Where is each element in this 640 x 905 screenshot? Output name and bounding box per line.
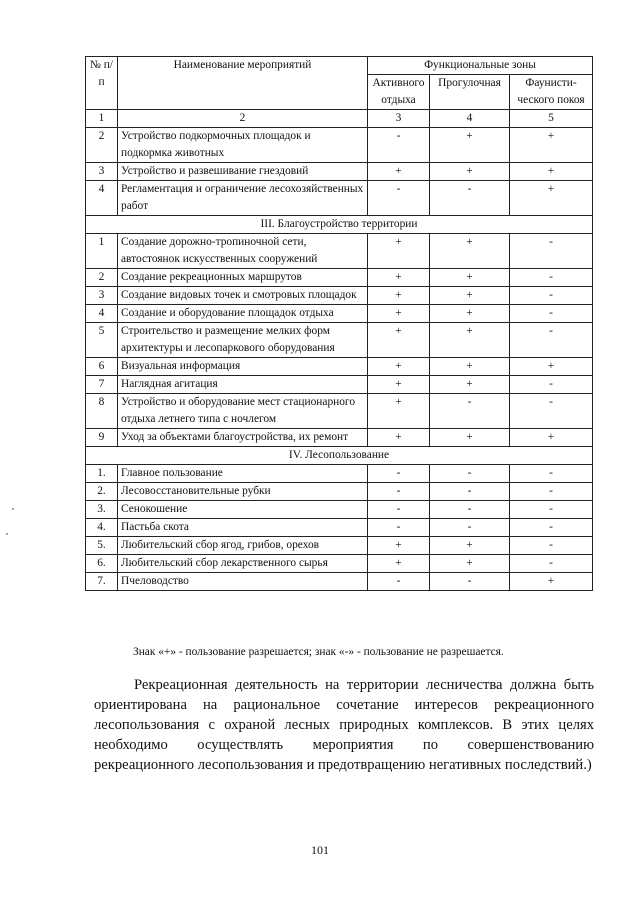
measure-name: Устройство и развешивание гнездовий — [118, 163, 368, 181]
zone-active-mark: + — [368, 429, 430, 447]
row-number: 4 — [86, 305, 118, 323]
row-number: 6. — [86, 555, 118, 573]
zone-fauna-mark: + — [510, 128, 593, 163]
zone-fauna-mark: - — [510, 519, 593, 537]
header-row-1 — [86, 57, 593, 75]
table-row — [86, 555, 593, 573]
zone-fauna-mark: - — [510, 376, 593, 394]
zone-active-mark: - — [368, 181, 430, 216]
header-zone-fauna: Фаунисти-ческого покоя — [510, 75, 593, 110]
zone-walking-mark: + — [430, 376, 510, 394]
zone-walking-mark: + — [430, 269, 510, 287]
index-cell: 3 — [368, 110, 430, 128]
zone-active-mark: + — [368, 234, 430, 269]
zone-fauna-mark: - — [510, 269, 593, 287]
zone-walking-mark: + — [430, 305, 510, 323]
zone-active-mark: + — [368, 376, 430, 394]
measure-name: Уход за объектами благоустройства, их ремонт — [118, 429, 368, 447]
zone-walking-mark: + — [430, 128, 510, 163]
zone-walking-mark: - — [430, 181, 510, 216]
table-row — [86, 376, 593, 394]
section-heading-improvement: III. Благоустройство территории — [86, 216, 593, 234]
measure-name: Строительство и размещение мелких форм архитектуры и лесопаркового оборудования — [118, 323, 368, 358]
row-number: 4 — [86, 181, 118, 216]
row-number: 8 — [86, 394, 118, 429]
zone-fauna-mark: - — [510, 394, 593, 429]
zone-active-mark: + — [368, 323, 430, 358]
measure-name: Наглядная агитация — [118, 376, 368, 394]
table-row — [86, 537, 593, 555]
zone-walking-mark: - — [430, 501, 510, 519]
row-number: 3 — [86, 287, 118, 305]
table-row — [86, 269, 593, 287]
table-row — [86, 234, 593, 269]
measure-name: Создание рекреационных маршрутов — [118, 269, 368, 287]
zone-fauna-mark: + — [510, 573, 593, 591]
table-row — [86, 358, 593, 376]
zone-fauna-mark: - — [510, 323, 593, 358]
zone-walking-mark: + — [430, 323, 510, 358]
measure-name: Пчеловодство — [118, 573, 368, 591]
zone-active-mark: + — [368, 305, 430, 323]
header-num: № п/п — [86, 57, 118, 110]
row-number: 5 — [86, 323, 118, 358]
row-number: 2 — [86, 128, 118, 163]
table-row — [86, 501, 593, 519]
measure-name: Создание дорожно-тропиночной сети, автостоянок искусственных сооружений — [118, 234, 368, 269]
table-row — [86, 323, 593, 358]
row-number: 6 — [86, 358, 118, 376]
index-cell: 4 — [430, 110, 510, 128]
zone-active-mark: + — [368, 394, 430, 429]
table-row — [86, 128, 593, 163]
measure-name: Создание и оборудование площадок отдыха — [118, 305, 368, 323]
zone-fauna-mark: + — [510, 163, 593, 181]
zone-fauna-mark: + — [510, 429, 593, 447]
measure-name: Главное пользование — [118, 465, 368, 483]
zone-active-mark: - — [368, 465, 430, 483]
legend-note: Знак «+» - пользование разрешается; знак «-» - пользование не разрешается. — [133, 646, 504, 658]
zone-active-mark: - — [368, 501, 430, 519]
table-row — [86, 573, 593, 591]
zone-walking-mark: - — [430, 483, 510, 501]
row-number: 1. — [86, 465, 118, 483]
zone-active-mark: - — [368, 483, 430, 501]
zone-active-mark: + — [368, 163, 430, 181]
table-row — [86, 429, 593, 447]
measures-table — [85, 56, 593, 591]
zone-fauna-mark: - — [510, 305, 593, 323]
zone-walking-mark: + — [430, 234, 510, 269]
zone-fauna-mark: - — [510, 555, 593, 573]
row-number: 3. — [86, 501, 118, 519]
zone-walking-mark: - — [430, 573, 510, 591]
zone-active-mark: + — [368, 269, 430, 287]
zone-fauna-mark: - — [510, 501, 593, 519]
zone-active-mark: + — [368, 537, 430, 555]
page-number: 101 — [311, 843, 329, 857]
section-row — [86, 447, 593, 465]
header-zones: Функциональные зоны — [368, 57, 593, 75]
measure-name: Пастьба скота — [118, 519, 368, 537]
zone-walking-mark: + — [430, 555, 510, 573]
row-number: 7. — [86, 573, 118, 591]
header-name: Наименование мероприятий — [118, 57, 368, 110]
table-row — [86, 394, 593, 429]
row-number: 4. — [86, 519, 118, 537]
section-row — [86, 216, 593, 234]
row-number: 1 — [86, 234, 118, 269]
table-row — [86, 519, 593, 537]
zone-walking-mark: - — [430, 465, 510, 483]
measure-name: Любительский сбор лекарственного сырья — [118, 555, 368, 573]
row-number: 5. — [86, 537, 118, 555]
table-row — [86, 465, 593, 483]
zone-fauna-mark: - — [510, 234, 593, 269]
zone-walking-mark: + — [430, 429, 510, 447]
zone-walking-mark: + — [430, 537, 510, 555]
zone-fauna-mark: + — [510, 181, 593, 216]
scan-speck — [6, 533, 8, 535]
table-row — [86, 287, 593, 305]
zone-active-mark: - — [368, 573, 430, 591]
scan-speck — [12, 508, 14, 510]
zone-walking-mark: - — [430, 519, 510, 537]
zone-walking-mark: + — [430, 358, 510, 376]
row-number: 7 — [86, 376, 118, 394]
zone-walking-mark: + — [430, 287, 510, 305]
zone-walking-mark: + — [430, 163, 510, 181]
index-cell: 5 — [510, 110, 593, 128]
index-row — [86, 110, 593, 128]
zone-active-mark: + — [368, 555, 430, 573]
zone-fauna-mark: - — [510, 465, 593, 483]
zone-walking-mark: - — [430, 394, 510, 429]
zone-fauna-mark: - — [510, 537, 593, 555]
header-zone-walking: Прогулочная — [430, 75, 510, 110]
measure-name: Любительский сбор ягод, грибов, орехов — [118, 537, 368, 555]
zone-active-mark: - — [368, 128, 430, 163]
measure-name: Визуальная информация — [118, 358, 368, 376]
row-number: 9 — [86, 429, 118, 447]
table-row — [86, 305, 593, 323]
measure-name: Устройство подкормочных площадок и подкормка животных — [118, 128, 368, 163]
measure-name: Сенокошение — [118, 501, 368, 519]
index-cell: 1 — [86, 110, 118, 128]
measure-name: Лесовосстановительные рубки — [118, 483, 368, 501]
zone-active-mark: - — [368, 519, 430, 537]
index-cell: 2 — [118, 110, 368, 128]
table-row — [86, 163, 593, 181]
zone-active-mark: + — [368, 358, 430, 376]
zone-fauna-mark: - — [510, 483, 593, 501]
section-heading-forest-use: IV. Лесопользование — [86, 447, 593, 465]
table-row — [86, 483, 593, 501]
body-paragraph: Рекреационная деятельность на территории лесничества должна быть ориентирована на рациональное сочетание интересов рекреационного лесопользования с охраной лесных природных комплексов. В этих целях необходимо осуществлять мероприятия по совершенствованию рекреационного лесопользования и предотвращению негативных последствий.) — [94, 677, 594, 773]
row-number: 2 — [86, 269, 118, 287]
zone-active-mark: + — [368, 287, 430, 305]
measure-name: Создание видовых точек и смотровых площадок — [118, 287, 368, 305]
row-number: 2. — [86, 483, 118, 501]
measure-name: Устройство и оборудование мест стационарного отдыха летнего типа с ночлегом — [118, 394, 368, 429]
row-number: 3 — [86, 163, 118, 181]
zone-fauna-mark: - — [510, 287, 593, 305]
table-row — [86, 181, 593, 216]
measure-name: Регламентация и ограничение лесохозяйственных работ — [118, 181, 368, 216]
zone-fauna-mark: + — [510, 358, 593, 376]
header-zone-active: Активного отдыха — [368, 75, 430, 110]
